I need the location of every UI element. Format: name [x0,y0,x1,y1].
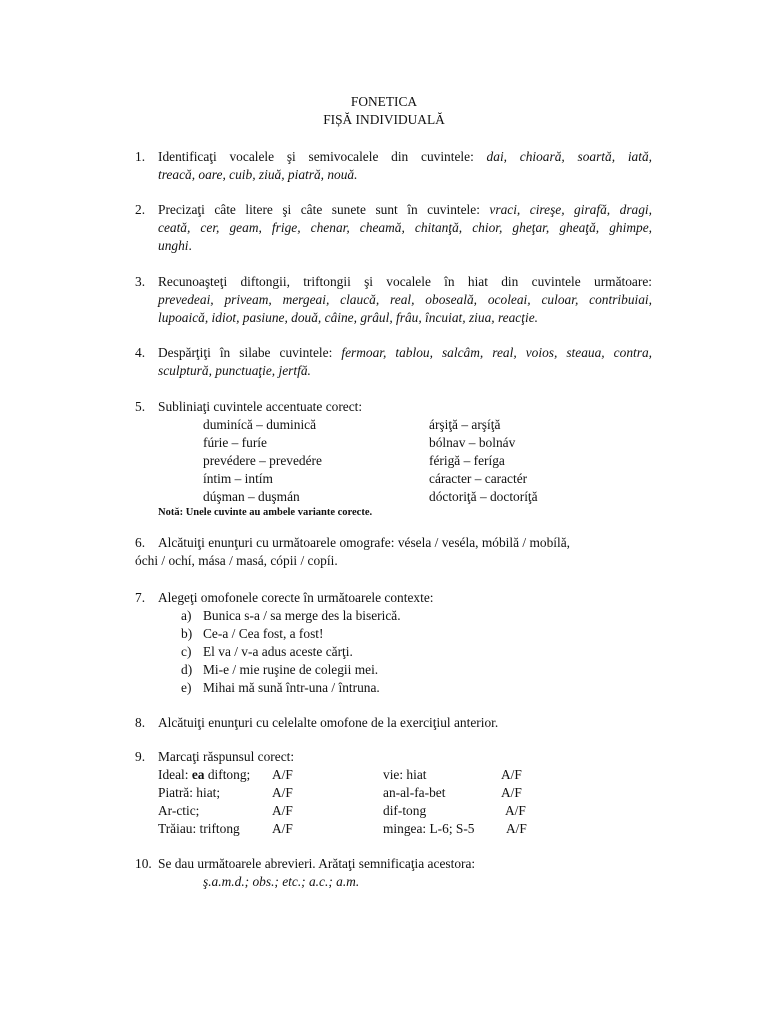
true-false-answer[interactable]: A/F [272,785,293,800]
question-3-words: prevedeai, priveam, mergeai, claucă, real, oboseală, ocoleai, culoar, contribuiai, [158,292,652,307]
true-false-answer[interactable]: A/F [505,803,526,818]
accent-pair-left: prevédere – prevedére [203,453,322,468]
question-2-words: vraci, cireşe, girafă, dragi, [489,202,652,217]
option-label: b) [181,626,193,641]
question-9-number: 9. [135,749,146,764]
accent-pair-right: cáracter – caractér [429,471,528,486]
option-text: Mi-e / mie ruşine de colegii mei. [203,662,379,677]
question-7-number: 7. [135,590,146,605]
true-false-answer[interactable]: A/F [272,767,293,782]
question-2 [158,201,652,255]
true-false-answer[interactable]: A/F [501,785,522,800]
question-5-lead: Subliniaţi cuvintele accentuate corect: [158,399,363,414]
question-10-lead: Se dau următoarele abrevieri. Arătaţi semnificaţia acestora: [158,856,476,871]
question-3-number: 3. [135,274,146,289]
question-1-lead: Identificaţi vocalele şi semivocalele din cuvintele: [158,149,487,164]
question-8-text: Alcătuiţi enunţuri cu celelalte omofone de la exerciţiul anterior. [158,715,499,730]
option-text: Bunica s-a / sa merge des la biserică. [203,608,401,623]
question-3-lead: Recunoaşteţi diftongii, triftongii şi vocalele în hiat din cuvintele următoare: [158,274,652,289]
question-2-number: 2. [135,202,146,217]
question-4-number: 4. [135,345,146,360]
true-false-statement: an-al-fa-bet [383,785,446,800]
page-subtitle: FIȘĂ INDIVIDUALĂ [323,112,445,127]
true-false-answer[interactable]: A/F [506,821,527,836]
question-1-words: dai, chioară, soartă, iată, [486,149,652,164]
true-false-statement: Ar-ctic; [158,803,200,818]
question-6-lead: Alcătuiţi enunţuri cu următoarele omografe: vésela / veséla, móbilă / mobílă, [158,535,570,550]
option-label: a) [181,608,192,623]
question-4 [158,344,652,380]
accent-pair-right: férigă – feríga [429,453,505,468]
page-title: FONETICA [350,94,418,109]
option-label: e) [181,680,192,695]
question-8-number: 8. [135,715,146,730]
accent-pair-left: dúşman – duşmán [203,489,300,504]
highlighted-letters: ea [191,767,205,782]
true-false-statement: dif-tong [383,803,427,818]
question-1-words-cont: treacă, oare, cuib, ziuă, piatră, nouă. [158,167,358,182]
accent-pair-right: árşiţă – arşíţă [429,417,501,432]
question-6-words: óchi / ochí, mása / masá, cópii / copíi. [135,553,338,568]
option-text: Ce-a / Cea fost, a fost! [203,626,324,641]
true-false-answer[interactable]: A/F [272,821,293,836]
question-3 [158,273,652,327]
option-text: El va / v-a adus aceste cărţi. [203,644,353,659]
question-4-lead: Despărţiţi în silabe cuvintele: [158,345,342,360]
question-2-lead: Precizaţi câte litere şi câte sunete sunt în cuvintele: [158,202,490,217]
question-5-number: 5. [135,399,146,414]
accent-pair-left: fúrie – furíe [203,435,267,450]
question-2-words-end: unghi [158,238,189,253]
question-3-words-cont: lupoaică, idiot, pasiune, două, câine, grâul, frâu, încuiat, ziua, reacţie. [158,310,538,325]
question-7-lead: Alegeţi omofonele corecte în următoarele contexte: [158,590,434,605]
accent-pair-right: bólnav – bolnáv [429,435,516,450]
true-false-statement: vie: hiat [383,767,427,782]
accent-pair-left: íntim – intím [203,471,273,486]
true-false-statement: Trăiau: triftong [158,821,240,836]
question-9-lead: Marcaţi răspunsul corect: [158,749,295,764]
true-false-answer[interactable]: A/F [272,803,293,818]
true-false-statement: mingea: L-6; S-5 [383,821,475,836]
question-5-note: Notă: Unele cuvinte au ambele variante corecte. [158,507,373,518]
accent-pair-right: dóctoriţă – doctoríţă [429,489,538,504]
question-1 [158,148,652,184]
question-4-words-cont: sculptură, punctuaţie, jertfă. [158,363,311,378]
option-text: Mihai mă sună într-una / întruna. [203,680,380,695]
question-4-words: fermoar, tablou, salcâm, real, voios, steaua, contra, [341,345,652,360]
true-false-statement: Piatră: hiat; [158,785,221,800]
question-6-number: 6. [135,535,146,550]
accent-pair-left: duminícă – duminică [203,417,317,432]
option-label: d) [181,662,193,677]
question-2-words-cont: ceată, cer, geam, frige, chenar, cheamă, chitanţă, chior, gheţar, gheaţă, ghimpe, [158,220,652,235]
option-label: c) [181,644,192,659]
question-2-tail: . [188,238,192,253]
question-10-number: 10. [135,856,152,871]
true-false-statement: Ideal: ea diftong; [158,767,251,782]
true-false-answer[interactable]: A/F [501,767,522,782]
abbreviations-list: ş.a.m.d.; obs.; etc.; a.c.; a.m. [203,874,360,889]
question-1-number: 1. [135,149,146,164]
